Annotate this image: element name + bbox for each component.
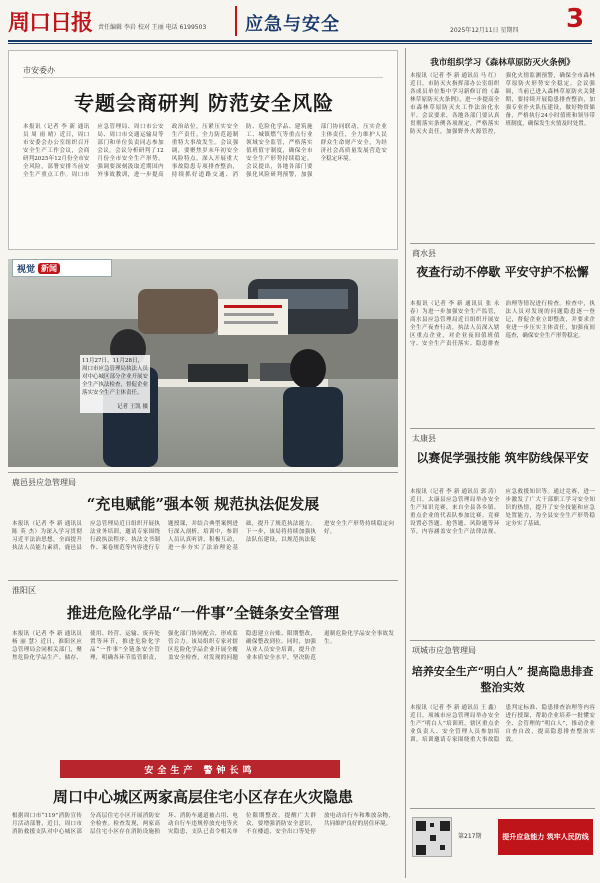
- newspaper-logo: 周口日报: [8, 10, 93, 36]
- section-rule: [8, 472, 398, 473]
- campaign-ad: 提升应急能力 筑牢人民防线: [498, 819, 593, 855]
- article-headline: “充电赋能”强本领 规范执法促发展: [86, 495, 320, 513]
- safety-banner: 安全生产 警钟长鸣: [60, 760, 340, 778]
- section-title: 应急与安全: [245, 14, 340, 35]
- article-headline-text: 培养安全生产“明白人” 提高隐患排查整治实效: [411, 665, 594, 694]
- section-rule: [410, 640, 595, 641]
- article-tag: 市安委办: [23, 66, 55, 75]
- section-rule: [410, 428, 595, 429]
- photo-credit: 记者 王凯 摄: [117, 404, 148, 410]
- article-headline: 推进危险化学品“一件事”全链条安全管理: [66, 604, 340, 622]
- header-rule-thin: [8, 43, 592, 44]
- section-rule: [410, 243, 595, 244]
- news-badge: 新闻: [38, 263, 60, 274]
- masthead: [0, 0, 600, 46]
- footer-ad: [410, 808, 595, 878]
- article-headline: [410, 450, 595, 466]
- tag-rule: [23, 77, 383, 78]
- article-headline-text: 夜查行动不停歇 平安守护不松懈: [416, 265, 589, 279]
- article-body: 根据周口市“119”消防宣传月活动部署，近日，周口市消防救援支队对中心城区部分高层住宅小区开展消防安全检查。检查发现，两家高层住宅小区存在消防设施损坏、消防车通道被占用、电动自行车违规停放充电等火灾隐患，支队已责令相关单位限期整改。提醒广大群众，要增强消防安全意识，不在楼道、安全出口等处停放电动自行车和堆放杂物，共同维护良好的居住环境。: [12, 813, 394, 835]
- article-tag: 太康县: [412, 434, 436, 443]
- article-tag: 商水县: [412, 249, 436, 258]
- video-news-tag: [12, 259, 112, 277]
- header-divider: [235, 6, 239, 36]
- article-body: 本报讯（记者 李 新 通讯员 杨 丽 慧）近日，淮阳区应急管理局会同相关部门，聚焦危险化学品生产、储存、使用、经营、运输、废弃处置等环节，推进危险化学品“一件事”全链条安全管理，明确各环节监管职责，强化部门协同配合，形成监管合力。该局组织专家对辖区危险化学品企业开展全覆盖安全检查，对发现的问题隐患建立台账、限期整改，确保整改到位。同时，加强从业人员安全培训，提升企业本质安全水平，坚决防范遏制危险化学品安全事故发生。: [12, 631, 394, 661]
- photo-caption-box: [80, 355, 150, 413]
- article-body: 本报讯（记者 李 新 通讯员 周 雨 晴）近日，周口市安委会办公室组织召开安全生产工作会议，会商研判2025年12月份全市安全风险，部署安排当前安全生产重点工作。周口市应急管理局、周口市公安局、周口市交通运输局等部门和单位负责同志参加会议。会议分析研判了12月份全市安全生产形势，强调要深刻汲取近期国内外事故教训，进一步提高政治站位，压紧压实安全生产责任，全力防范遏制重特大事故发生。会议强调，要聚焦岁末年初安全风险特点，深入开展重大事故隐患专项排查整治，持续抓好道路交通、消防、危险化学品、建筑施工、城镇燃气等重点行业领域安全监管，严格落实值班值守制度，确保全市安全生产形势持续稳定。会议提出，各地各部门要强化风险研判预警，加强部门协同联动，压实企业主体责任，全力维护人民群众生命财产安全，为经济社会高质量发展营造安全稳定环境。: [23, 124, 387, 178]
- page-number: 3: [566, 4, 585, 34]
- editor-credits: 责任编辑 李岩 校对 王丽 电话 6199503: [98, 24, 207, 31]
- article-headline-text: 以赛促学强技能 筑牢防线保平安: [416, 451, 589, 465]
- issue-number: 第217期: [458, 833, 482, 840]
- qr-code-icon: [412, 817, 452, 857]
- article-body: 本报讯（记者 李 新 通讯员 张 永 春）为进一步加强安全生产监管，商水县应急管理局近日组织开展安全生产夜查行动，执法人员深入辖区重点企业，对企业夜间值班值守、安全生产责任落实、隐患排查治理等情况进行检查。检查中，执法人员对发现的问题隐患逐一登记，督促企业立即整改，并要求企业进一步压实主体责任，加强夜间巡查，确保安全生产形势稳定。: [410, 301, 595, 347]
- article-body: 本报讯（记者 李 新 通讯员 王 鑫）近日，项城市应急管理局举办安全生产“明白人”培训班，辖区重点企业负责人、安全管理人员参加培训。培训邀请专家围绕重大事故隐患判定标准、隐患排查治理等内容进行授课，帮助企业培养一批懂安全、会管理的“明白人”，推动企业自查自改，提高隐患排查整治实效。: [410, 705, 595, 743]
- article-headline: [410, 264, 595, 280]
- photo-illustration: [8, 259, 398, 467]
- article-headline: 周口中心城区两家高层住宅小区存在火灾隐患: [52, 788, 353, 806]
- article-headline: 我市组织学习《森林草原防灭火条例》: [430, 58, 575, 68]
- issue-date: 2025年12月11日 星期四: [450, 27, 519, 34]
- section-rule: [8, 580, 398, 581]
- article-body: 本报讯（记者 李 新 通讯员 郭 涛）近日，太康县应急管理局举办安全生产知识竞赛，来自全县各乡镇、重点企业的代表队参加比赛。竞赛设置必答题、抢答题、风险题等环节，内容涵盖安全生产法律法规、应急救援知识等。通过竞赛，进一步激发了广大干部职工学习安全知识的热情，提升了安全技能和应急处置能力，为全县安全生产形势稳定夯实了基础。: [410, 489, 595, 535]
- article-body: 本报讯（记者 李 新 通讯员 马 红）近日，市防灭火指挥部办公室组织各成员单位集中学习新修订的《森林草原防灭火条例》，进一步提高全市森林草原防灭火工作法治化水平。会议要求，各地各部门要认真贯彻落实条例各项规定，严格落实防灭火责任，加强野外火源管控，强化火情监测预警，确保全市森林草原防火形势安全稳定。会议强调，当前已进入森林草原防火关键期，要持续开展隐患排查整治，加强专业扑火队伍建设，做好物资储备，严格执行24小时值班和领导带班制度，确保发生火情及时处置。: [410, 73, 595, 135]
- article-tag: 项城市应急管理局: [412, 646, 476, 655]
- news-photo: [8, 259, 398, 467]
- article-tag: 淮阳区: [12, 586, 36, 595]
- column-divider: [405, 48, 406, 878]
- article-safety-committee: [8, 50, 398, 250]
- header-rule: [8, 40, 592, 42]
- article-headline: [410, 664, 595, 696]
- qr-code-graphic: [413, 818, 453, 858]
- photo-caption: 11月27日、11月28日，周口市应急管理局执法人员对中心城区部分企业开展安全生产执法检查，督促企业落实安全生产主体责任。: [82, 358, 149, 396]
- article-tag: 鹿邑县应急管理局: [12, 478, 76, 487]
- video-label: 视觉: [17, 264, 36, 275]
- article-body: 本报讯（记者 李 新 通讯员 陈 英 杰）为深入学习贯彻习近平法治思想，全面提升执法人员能力素质，鹿邑县应急管理局近日组织开展执法业务培训，邀请专家围绕行政执法程序、执法文书制作、案卷规范等内容进行专题授课，并结合典型案例进行深入剖析。培训中，参训人员认真听讲、积极互动，进一步夯实了法治理论基础，提升了规范执法能力。下一步，该局将持续加强执法队伍建设，以规范执法促进安全生产形势持续稳定向好。: [12, 521, 394, 551]
- article-headline: 专题会商研判 防范安全风险: [74, 91, 334, 115]
